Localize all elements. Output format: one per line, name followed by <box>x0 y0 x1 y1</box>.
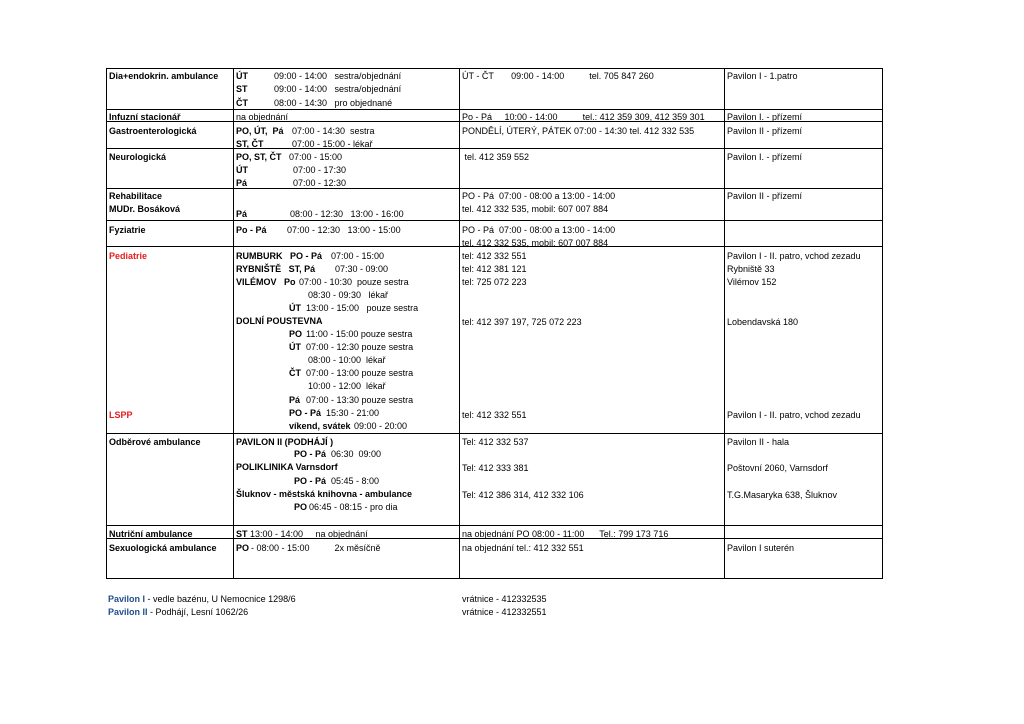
location-text: Pavilon II - hala <box>727 437 790 447</box>
hours-text: 09:00 - 20:00 <box>354 421 408 431</box>
day-label: DOLNÍ POUSTEVNA <box>236 316 323 326</box>
col-divider <box>724 68 725 579</box>
hours-text: na objednání <box>236 112 289 122</box>
location-text: Pavilon I - II. patro, vchod zezadu <box>727 410 861 420</box>
day-label: PO <box>289 329 303 339</box>
location-text: Pavilon I suterén <box>727 543 795 553</box>
location-text: Vilémov 152 <box>727 277 777 287</box>
location-text: Pavilon II - přízemí <box>727 126 803 136</box>
hours-text: 07:00 - 15:00 <box>331 251 385 261</box>
hours-text: 07:00 - 12:30 pouze sestra <box>306 342 414 352</box>
department-name: Fyziatrie <box>109 225 146 235</box>
day-label: VILÉMOV Po <box>236 277 296 287</box>
department-name: Infuzní stacionář <box>109 112 181 122</box>
day-label: ČT <box>236 98 248 108</box>
col-divider <box>106 68 107 579</box>
hours-text: 07:00 - 15:00 - lékař <box>292 139 373 149</box>
contact-text: na objednání tel.: 412 332 551 <box>462 543 584 553</box>
day-label: PO <box>236 543 250 553</box>
department-name: Odběrové ambulance <box>109 437 201 447</box>
contact-text: tel. 412 332 535, mobil: 607 007 884 <box>462 238 609 248</box>
location-text: Lobendavská 180 <box>727 317 799 327</box>
location-text: Pavilon I - II. patro, vchod zezadu <box>727 251 861 261</box>
hours-text: 07:00 - 12:30 13:00 - 15:00 <box>287 225 401 235</box>
hours-text: 08:00 - 14:30 pro objednané <box>274 98 393 108</box>
contact-text: Tel: 412 332 537 <box>462 437 529 447</box>
col-divider <box>459 68 460 579</box>
day-label: Pá <box>236 178 248 188</box>
footer-line-1 <box>108 593 296 605</box>
row-divider <box>106 578 883 579</box>
hours-text: 07:00 - 17:30 <box>293 165 347 175</box>
hours-text: 09:00 - 14:00 sestra/objednání <box>274 71 402 81</box>
contact-text: PO - Pá 07:00 - 08:00 a 13:00 - 14:00 <box>462 191 616 201</box>
hours-text: 06:45 - 08:15 - pro dia <box>309 502 398 512</box>
location-text: Pavilon II - přízemí <box>727 191 803 201</box>
location-text: T.G.Masaryka 638, Šluknov <box>727 490 838 500</box>
department-name: Gastroenterologická <box>109 126 197 136</box>
location-text: Pavilon I. - přízemí <box>727 112 803 122</box>
hours-text: 09:00 - 14:00 sestra/objednání <box>274 84 402 94</box>
contact-text: tel. 412 332 535, mobil: 607 007 884 <box>462 204 609 214</box>
row-divider <box>106 109 883 110</box>
col-divider <box>882 68 883 579</box>
contact-text: tel: 412 381 121 <box>462 264 527 274</box>
contact-text: na objednání PO 08:00 - 11:00 Tel.: 799 173 716 <box>462 529 669 539</box>
hours-text: 15:30 - 21:00 <box>326 408 380 418</box>
day-label: Šluknov - městská knihovna - ambulance <box>236 489 413 499</box>
section-label: Pediatrie <box>109 251 148 261</box>
footer-pavilon-label: Pavilon I <box>108 594 146 604</box>
col-divider <box>233 68 234 579</box>
location-text: Pavilon I - 1.patro <box>727 71 798 81</box>
hours-text: 07:00 - 10:30 pouze sestra <box>299 277 409 287</box>
department-name: Rehabilitace <box>109 191 163 201</box>
hours-text: 07:00 - 14:30 sestra <box>292 126 375 136</box>
location-text: Poštovní 2060, Varnsdorf <box>727 463 828 473</box>
day-label: ČT <box>289 368 301 378</box>
hours-text: 13:00 - 14:00 na objednání <box>250 529 368 539</box>
day-label: PO, ÚT, Pá <box>236 126 284 136</box>
hours-text: 10:00 - 12:00 lékař <box>308 381 386 391</box>
day-label: ST, ČT <box>236 139 264 149</box>
contact-text: tel: 412 332 551 <box>462 251 527 261</box>
location-text: Pavilon I. - přízemí <box>727 152 803 162</box>
hours-text: 07:00 - 13:00 pouze sestra <box>306 368 414 378</box>
day-label: PO - Pá <box>289 408 322 418</box>
footer-pavilon-label: Pavilon II <box>108 607 148 617</box>
day-label: víkend, svátek <box>289 421 351 431</box>
footer-phone: vrátnice - 412332535 <box>462 594 547 604</box>
day-label: ÚT <box>236 165 248 175</box>
contact-text: Tel: 412 386 314, 412 332 106 <box>462 490 584 500</box>
footer-phone: vrátnice - 412332551 <box>462 607 547 617</box>
department-name: Sexuologická ambulance <box>109 543 217 553</box>
day-label: RYBNIŠTĚ ST, Pá <box>236 264 316 274</box>
hours-text: 13:00 - 15:00 pouze sestra <box>306 303 419 313</box>
row-divider <box>106 433 883 434</box>
hours-text: 07:00 - 13:30 pouze sestra <box>306 395 414 405</box>
day-label: RUMBURK PO - Pá <box>236 251 323 261</box>
day-label: ÚT <box>289 342 301 352</box>
row-divider <box>106 148 883 149</box>
contact-text: tel: 412 332 551 <box>462 410 527 420</box>
day-label: PO, ST, ČT <box>236 152 282 162</box>
hours-text: 07:00 - 12:30 <box>293 178 347 188</box>
day-label: ÚT <box>289 303 301 313</box>
day-label: Pá <box>289 395 301 405</box>
row-divider <box>106 220 883 221</box>
day-label: POLIKLINIKA Varnsdorf <box>236 462 338 472</box>
day-label: Po - Pá <box>236 225 267 235</box>
footer-address: - Podhájí, Lesní 1062/26 <box>147 607 249 617</box>
department-name: Nutriční ambulance <box>109 529 193 539</box>
contact-text: PONDĚLÍ, ÚTERÝ, PÁTEK 07:00 - 14:30 tel. 412 332 535 <box>462 126 695 136</box>
day-label: ÚT <box>236 71 248 81</box>
hours-text: 08:00 - 10:00 lékař <box>308 355 386 365</box>
day-label: PO - Pá <box>294 449 327 459</box>
department-name: Neurologická <box>109 152 167 162</box>
hours-text: 08:30 - 09:30 lékař <box>308 290 389 300</box>
hours-text: 07:00 - 15:00 <box>289 152 343 162</box>
location-text: Rybniště 33 <box>727 264 775 274</box>
contact-text: Po - Pá 10:00 - 14:00 tel.: 412 359 309, 412 359 301 <box>462 112 705 122</box>
department-name: Dia+endokrin. ambulance <box>109 71 219 81</box>
day-label: Pá <box>236 209 248 219</box>
contact-text: tel: 725 072 223 <box>462 277 527 287</box>
row-divider <box>106 68 883 69</box>
contact-text: ÚT - ČT 09:00 - 14:00 tel. 705 847 260 <box>462 71 654 81</box>
row-divider <box>106 525 883 526</box>
contact-text: Tel: 412 333 381 <box>462 463 529 473</box>
day-label: PO - Pá <box>294 476 327 486</box>
hours-text: 08:00 - 12:30 13:00 - 16:00 <box>290 209 404 219</box>
day-label: PO <box>294 502 308 512</box>
row-divider <box>106 188 883 189</box>
contact-text: tel. 412 359 552 <box>462 152 530 162</box>
hours-text: 07:30 - 09:00 <box>335 264 389 274</box>
hours-text: 06:30 09:00 <box>331 449 382 459</box>
hours-text: 05:45 - 8:00 <box>331 476 380 486</box>
footer-line-2 <box>108 606 248 618</box>
contact-text: tel: 412 397 197, 725 072 223 <box>462 317 582 327</box>
hours-text: - 08:00 - 15:00 2x měsíčně <box>251 543 381 553</box>
day-label: PAVILON II (PODHÁJÍ ) <box>236 437 334 447</box>
section-label: LSPP <box>109 410 133 420</box>
contact-text: PO - Pá 07:00 - 08:00 a 13:00 - 14:00 <box>462 225 616 235</box>
footer-address: - vedle bazénu, U Nemocnice 1298/6 <box>145 594 296 604</box>
day-label: ST <box>236 529 248 539</box>
hours-text: 11:00 - 15:00 pouze sestra <box>306 329 413 339</box>
day-label: ST <box>236 84 248 94</box>
department-name: MUDr. Bosáková <box>109 204 181 214</box>
